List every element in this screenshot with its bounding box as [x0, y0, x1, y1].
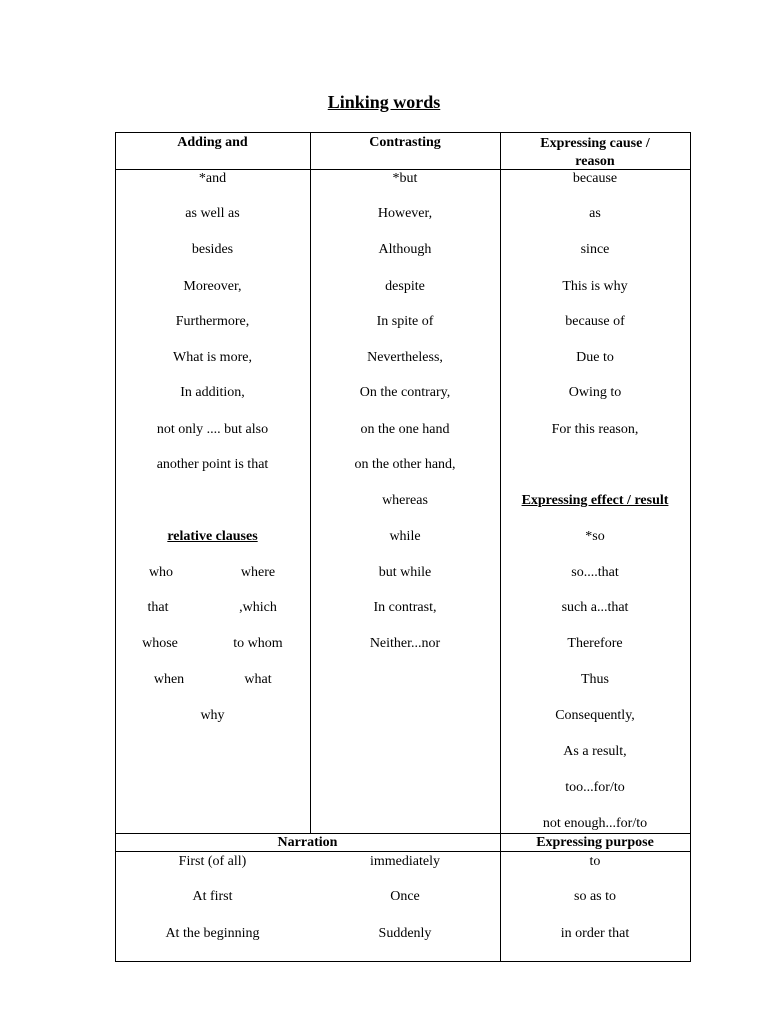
- header-narration: Narration: [277, 835, 338, 850]
- contrasting-item: on the one hand: [360, 422, 450, 437]
- contrasting-item: *but: [392, 171, 418, 186]
- relative-left-item: whose: [142, 636, 178, 651]
- contrasting-item: Neither...nor: [369, 636, 441, 651]
- effect-item: not enough...for/to: [542, 816, 648, 831]
- relative-clauses-heading: relative clauses: [167, 529, 258, 544]
- contrasting-item: On the contrary,: [359, 385, 451, 400]
- contrasting-item: despite: [385, 279, 425, 294]
- purpose-item: to: [589, 854, 601, 869]
- header-adding: Adding and: [177, 135, 248, 150]
- page-title: Linking words: [327, 92, 441, 112]
- effect-item: As a result,: [563, 744, 627, 759]
- narration-item: Once: [390, 889, 420, 904]
- effect-item: too...for/to: [565, 780, 625, 795]
- header-cause: Expressing cause / reason: [540, 136, 650, 169]
- relative-right-item: where: [240, 565, 276, 580]
- relative-right-item: ,which: [239, 600, 277, 615]
- relative-left-item: who: [148, 565, 174, 580]
- cause-item: since: [580, 242, 610, 257]
- section-divider-bottom: [115, 851, 691, 852]
- contrasting-item: In contrast,: [373, 600, 437, 615]
- cause-item: For this reason,: [551, 422, 639, 437]
- adding-item: Moreover,: [183, 279, 242, 294]
- adding-item: In addition,: [180, 385, 245, 400]
- adding-item: as well as: [185, 206, 240, 221]
- narration-item: At first: [192, 889, 233, 904]
- contrasting-item: whereas: [382, 493, 428, 508]
- narration-item: First (of all): [178, 854, 247, 869]
- adding-item: What is more,: [173, 350, 252, 365]
- contrasting-item: but while: [378, 565, 432, 580]
- narration-item: immediately: [370, 854, 440, 869]
- cause-item: because of: [565, 314, 625, 329]
- adding-item: besides: [191, 242, 234, 257]
- effect-item: such a...that: [561, 600, 629, 615]
- narration-item: Suddenly: [378, 926, 432, 941]
- effect-item: *so: [585, 529, 605, 544]
- adding-item: not only .... but also: [156, 422, 269, 437]
- purpose-item: so as to: [574, 889, 616, 904]
- narration-item: At the beginning: [165, 926, 260, 941]
- purpose-item: in order that: [560, 926, 630, 941]
- cause-item: because: [572, 171, 618, 186]
- cause-item: as: [589, 206, 601, 221]
- adding-item: another point is that: [156, 457, 269, 472]
- header-contrasting: Contrasting: [369, 135, 441, 150]
- contrasting-item: In spite of: [376, 314, 434, 329]
- cause-item: Owing to: [568, 385, 622, 400]
- column-divider-1: [310, 132, 311, 834]
- contrasting-item: Although: [378, 242, 432, 257]
- contrasting-item: Nevertheless,: [367, 350, 443, 365]
- relative-last-item: why: [200, 708, 225, 723]
- relative-right-item: what: [244, 672, 272, 687]
- contrasting-item: while: [389, 529, 421, 544]
- cause-item: This is why: [562, 279, 628, 294]
- effect-item: so....that: [571, 565, 619, 580]
- cause-item: Due to: [576, 350, 614, 365]
- relative-left-item: that: [147, 600, 169, 615]
- relative-right-item: to whom: [233, 636, 283, 651]
- section-divider-top: [115, 833, 691, 834]
- adding-item: *and: [198, 171, 227, 186]
- contrasting-item: on the other hand,: [354, 457, 456, 472]
- effect-heading: Expressing effect / result: [521, 493, 669, 508]
- effect-item: Thus: [581, 672, 609, 687]
- effect-item: Therefore: [567, 636, 623, 651]
- relative-left-item: when: [153, 672, 185, 687]
- adding-item: Furthermore,: [175, 314, 250, 329]
- effect-item: Consequently,: [555, 708, 635, 723]
- header-purpose: Expressing purpose: [536, 835, 654, 850]
- contrasting-item: However,: [377, 206, 433, 221]
